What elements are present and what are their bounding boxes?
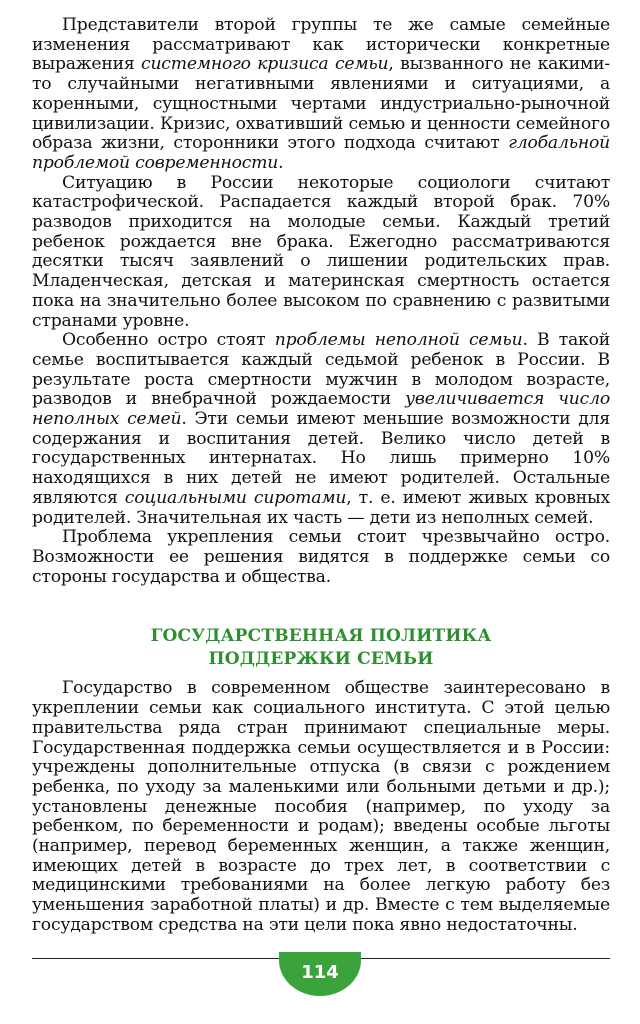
text-run: . В такой семье воспитывается каждый седьмой ребенок в России. В результате роста смертности мужчин в молодом возрасте, разводов и внебрачной рождаемости (32, 330, 611, 410)
page-body (32, 16, 610, 936)
paragraph (32, 679, 610, 935)
italic-term: системного кризиса семьи (141, 54, 389, 75)
paragraph (32, 16, 610, 174)
text-run: , вызванного не какими-то случайными негативными явлениями и ситуациями, а коренными, сущностными чертами индустриально-рыночной цивилизации. Кризис, охвативший семью и ценности семейного образа жизни, сторонники этого подхода считают (32, 54, 610, 154)
italic-term: глобальной проблемой современности (32, 133, 610, 173)
text-block-state-policy (32, 679, 610, 935)
text-run: . (278, 152, 284, 173)
section-heading-line-1: ГОСУДАРСТВЕННАЯ ПОЛИТИКА (150, 626, 492, 647)
text-run: Ситуацию в России некоторые социологи считают катастрофической. Распадается каждый второй брак. 70% разводов приходится на молодые семьи. Каждый третий ребенок рождается вне брака. Ежегодно рассматриваются десятки тысяч заявлений о лишении родительских прав. Младенческая, детская и материнская смертность остается пока на значительно более высоком по сравнению с развитыми странами уровне. (32, 172, 610, 331)
section-heading-line-2: ПОДДЕРЖКИ СЕМЬИ (208, 649, 434, 670)
italic-term: увеличивается число неполных семей (32, 389, 610, 430)
italic-term: проблемы неполной семьи (274, 330, 523, 351)
paragraph (32, 174, 610, 332)
text-run: , т. е. имеют живых кровных родителей. Значительная их часть — дети из неполных семей. (32, 487, 610, 528)
page-number-badge (279, 952, 361, 996)
text-run: Представители второй группы те же самые семейные изменения рассматривают как исторически конкретные выражения (32, 15, 610, 75)
italic-term: социальными сиротами (124, 487, 347, 508)
text-run: Государство в современном обществе заинтересовано в укреплении семьи как социального института. С этой целью правительства ряда стран принимают специальные меры. Государственная поддержка семьи осуществляется и в России: учреждены дополнительные отпуска (в связи с рождением ребенка, по уходу за маленькими или больными детьми и др.); установлены денежные пособия (например, по уходу за ребенком, по беременности и родам); введены особые льготы (например, перевод беременных женщин, а также женщин, имеющих детей в возрасте до трех лет, в соответствии с медицинскими требованиями на более легкую работу без уменьшения заработной платы) и др. Вместе с тем выделяемые государством средства на эти цели пока явно недостаточны. (32, 678, 610, 935)
paragraph (32, 528, 610, 587)
section-heading (32, 625, 610, 671)
text-run: . Эти семьи имеют меньшие возможности для содержания и воспитания детей. Велико число детей в государственных интернатах. Но лишь примерно 10% находящихся в них детей не имеют родителей. Остальные являются (32, 409, 610, 508)
page-number: 114 (301, 961, 339, 983)
paragraph (32, 331, 610, 528)
text-run: Особенно остро стоят (62, 330, 275, 351)
text-run: Проблема укрепления семьи стоит чрезвычайно остро. Возможности ее решения видятся в поддержке семьи со стороны государства и общества. (32, 527, 610, 587)
text-block-family-crisis (32, 16, 610, 587)
